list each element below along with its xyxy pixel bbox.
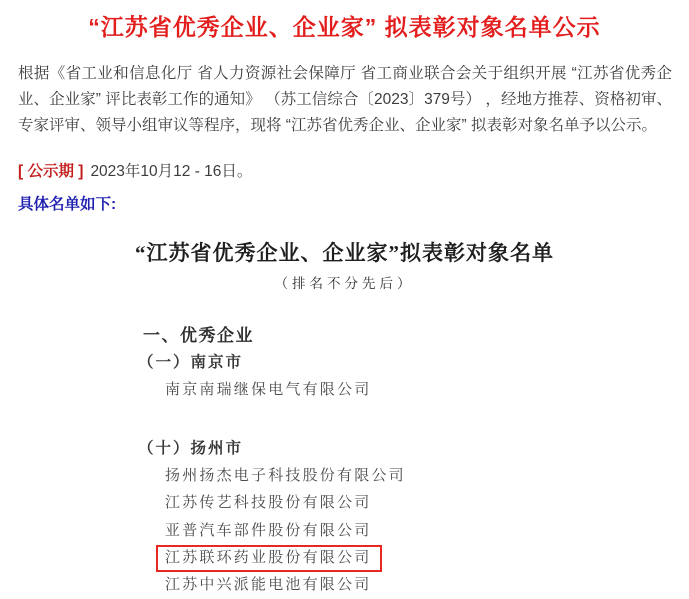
company-name: 扬州扬杰电子科技股份有限公司 [165, 468, 406, 485]
company-name: 亚普汽车部件股份有限公司 [165, 522, 372, 539]
section-title-excellent-enterprises: 一、优秀企业 [143, 326, 254, 345]
city-heading: （一）南京市 [138, 354, 244, 371]
award-list [138, 322, 689, 599]
document-subtitle: （排名不分先后） [274, 276, 415, 291]
company-name: 江苏中兴派能电池有限公司 [165, 577, 372, 594]
intro-paragraph: 根据《省工业和信息化厅 省人力资源社会保障厅 省工商业联合会关于组织开展 “江苏省优秀企业、企业家” 评比表彰工作的通知》 （苏工信综合〔2023〕379号） ，经地方推荐、资格初审、专家评审、领导小组审议等程序，现将 “江苏省优秀企业、企业家” 拟表彰对象名单予以公示。 [18, 65, 672, 134]
award-document [0, 239, 689, 599]
company-name [165, 545, 689, 572]
publicity-period-label: [ 公示期 ] [18, 163, 84, 180]
document-title: “江苏省优秀企业、企业家”拟表彰对象名单 [135, 241, 554, 265]
publicity-period-line [18, 162, 671, 182]
city-group [138, 435, 689, 599]
list-intro-heading: 具体名单如下: [18, 196, 117, 213]
page-title: “江苏省优秀企业、企业家” 拟表彰对象名单公示 [88, 14, 601, 40]
publicity-period-value: 2023年10月12 - 16日。 [90, 163, 253, 180]
highlighted-company-box: 江苏联环药业股份有限公司 [156, 545, 382, 572]
company-name: 江苏传艺科技股份有限公司 [165, 495, 372, 512]
city-group [138, 349, 689, 404]
city-heading: （十）扬州市 [138, 440, 244, 458]
company-name: 南京南瑞继保电气有限公司 [165, 382, 372, 398]
